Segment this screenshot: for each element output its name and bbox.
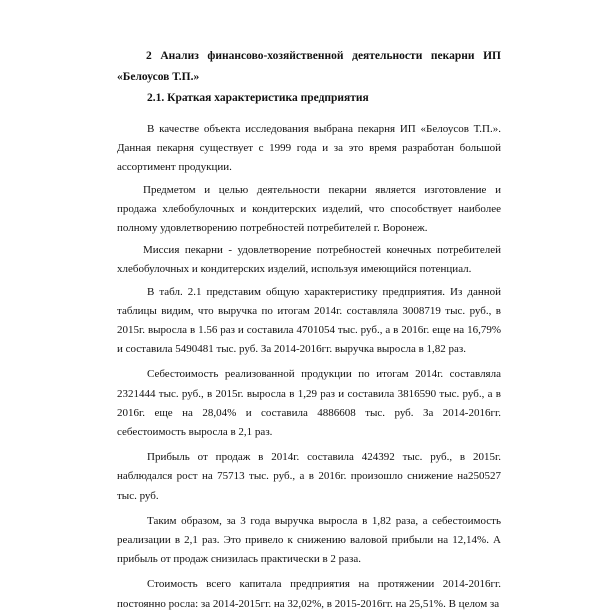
paragraph-cost: Себестоимость реализованной продукции по итогам 2014г. составляла 2321444 тыс. руб., в 2015г. выросла в 1,29 раз и составила 3816590 тыс. руб., а в 2016г. еще на 28,04% и составила 4886608 тыс. руб. За 2014-2016гг. себестоимость выросла в 2,1 раз. bbox=[117, 368, 501, 439]
subsection-title: 2.1. Краткая характеристика предприятия bbox=[147, 92, 369, 104]
paragraph-capital: Стоимость всего капитала предприятия на протяжении 2014-2016гг. постоянно росла: за 2014-2015гг. на 32,02%, в 2015-2016гг. на 25,51%. В целом за bbox=[117, 578, 501, 610]
paragraph-revenue: В табл. 2.1 представим общую характеристику предприятия. Из данной таблицы видим, что выручка по итогам 2014г. составляла 3008719 тыс. руб., в 2015г. выросла в 1.56 раз и составила 4701054 тыс. руб., а в 2016г. еще на 16,79% и составила 5490481 тыс. руб. За 2014-2016гг. выручка выросла в 1,82 раз. bbox=[117, 285, 501, 356]
paragraph-purpose: Предметом и целью деятельности пекарни является изготовление и продажа хлебобулочных и кондитерских изделий, что способствует наиболее полному удовлетворению потребностей потребителей г. Воронеж. bbox=[117, 183, 501, 235]
section-title-text: 2 Анализ финансово-хозяйственной деятельности пекарни ИП bbox=[146, 50, 501, 62]
section-title-line2: «Белоусов Т.П.» bbox=[117, 71, 200, 83]
paragraph-mission: Миссия пекарни - удовлетворение потребностей конечных потребителей хлебобулочных и кондитерских изделий, используя имеющийся потенциал. bbox=[117, 244, 501, 276]
paragraph-object: В качестве объекта исследования выбрана пекарня ИП «Белоусов Т.П.». Данная пекарня существует с 1999 года и за это время разработан большой ассортимент продукции. bbox=[117, 123, 501, 174]
paragraph-summary: Таким образом, за 3 года выручка выросла в 1,82 раза, а себестоимость реализации в 2,1 раз. Это привело к снижению валовой прибыли на 12,14%. А прибыль от продаж снизилась практически в 2 раза. bbox=[117, 514, 501, 566]
body-text bbox=[117, 120, 501, 614]
paragraph-profit: Прибыль от продаж в 2014г. составила 424392 тыс. руб., в 2015г. наблюдался рост на 75713 тыс. руб., а в 2016г. произошло снижение на250527 тыс. руб. bbox=[117, 451, 501, 502]
section-title-line1 bbox=[117, 46, 501, 67]
